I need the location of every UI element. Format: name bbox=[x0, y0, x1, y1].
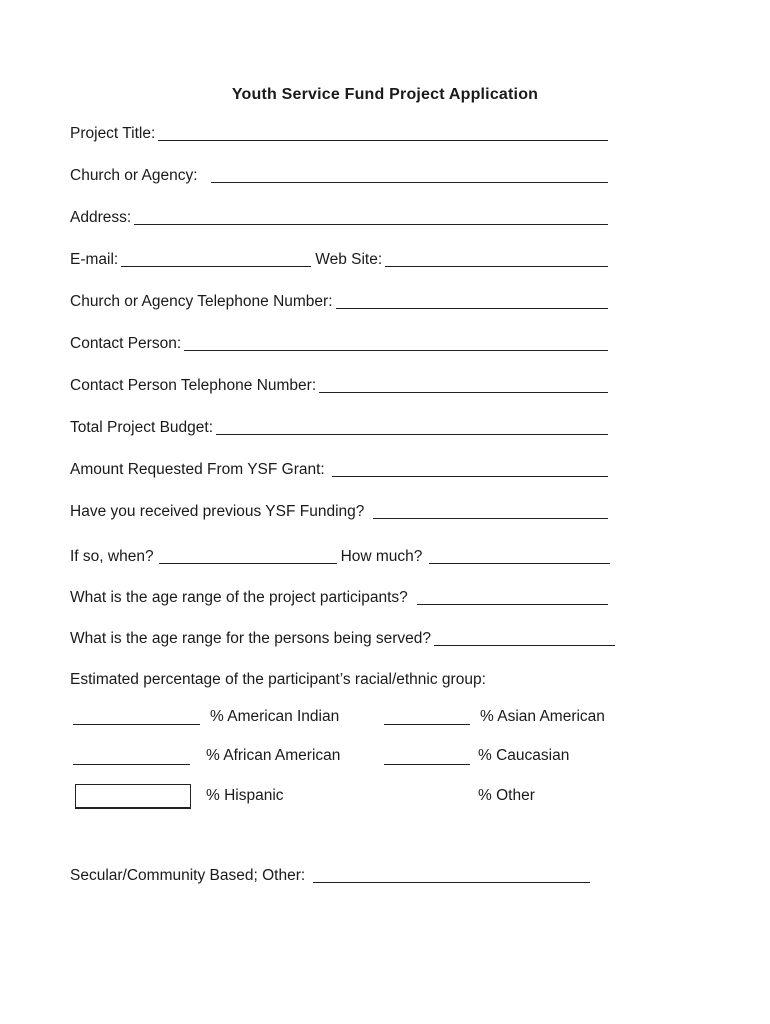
agency-phone-label: Church or Agency Telephone Number: bbox=[70, 293, 333, 310]
african-american-field[interactable] bbox=[73, 748, 190, 765]
address-field[interactable] bbox=[134, 209, 608, 225]
church-agency-label: Church or Agency: bbox=[70, 167, 198, 184]
age-served-row bbox=[70, 627, 608, 649]
web-site-label: Web Site: bbox=[315, 251, 383, 268]
if-so-when-label: If so, when? bbox=[70, 548, 154, 565]
african-american-label: % African American bbox=[206, 747, 341, 764]
caucasian-field[interactable] bbox=[384, 748, 470, 765]
project-title-row bbox=[70, 122, 608, 144]
contact-phone-label: Contact Person Telephone Number: bbox=[70, 377, 317, 394]
church-agency-field[interactable] bbox=[211, 167, 608, 183]
previous-funding-row bbox=[70, 500, 608, 522]
asian-american-label: % Asian American bbox=[480, 708, 605, 725]
agency-phone-field[interactable] bbox=[336, 293, 608, 309]
american-indian-label: % American Indian bbox=[210, 708, 340, 725]
contact-phone-row bbox=[70, 374, 608, 396]
agency-phone-row bbox=[70, 290, 608, 312]
previous-funding-label: Have you received previous YSF Funding? bbox=[70, 503, 365, 520]
total-budget-label: Total Project Budget: bbox=[70, 419, 214, 436]
contact-phone-field[interactable] bbox=[319, 377, 608, 393]
address-label: Address: bbox=[70, 209, 132, 226]
caucasian-label: % Caucasian bbox=[478, 747, 570, 764]
contact-person-label: Contact Person: bbox=[70, 335, 182, 352]
amount-requested-field[interactable] bbox=[332, 461, 608, 477]
age-participants-field[interactable] bbox=[417, 589, 608, 605]
age-served-label: What is the age range for the persons being served? bbox=[70, 630, 432, 647]
age-participants-label: What is the age range of the project participants? bbox=[70, 589, 408, 606]
previous-funding-field[interactable] bbox=[373, 503, 608, 519]
contact-person-row bbox=[70, 332, 608, 354]
form-title: Youth Service Fund Project Application bbox=[231, 86, 539, 103]
address-row bbox=[70, 206, 608, 228]
other-label: % Other bbox=[478, 787, 535, 804]
hispanic-label: % Hispanic bbox=[206, 787, 284, 804]
total-budget-field[interactable] bbox=[216, 419, 608, 435]
hispanic-field[interactable] bbox=[75, 784, 191, 809]
asian-american-field[interactable] bbox=[384, 708, 470, 725]
how-much-label: How much? bbox=[340, 548, 423, 565]
age-participants-row bbox=[70, 586, 608, 608]
secular-other-label: Secular/Community Based; Other: bbox=[70, 867, 306, 884]
church-agency-row bbox=[70, 164, 608, 186]
web-site-field[interactable] bbox=[385, 251, 608, 267]
amount-requested-row bbox=[70, 458, 608, 480]
total-budget-row bbox=[70, 416, 608, 438]
ethnic-heading-row bbox=[70, 668, 608, 690]
project-title-label: Project Title: bbox=[70, 125, 156, 142]
email-field[interactable] bbox=[121, 251, 311, 267]
how-much-field[interactable] bbox=[429, 548, 610, 564]
project-title-field[interactable] bbox=[158, 125, 608, 141]
email-web-row bbox=[70, 248, 608, 270]
american-indian-field[interactable] bbox=[73, 708, 200, 725]
secular-other-field[interactable] bbox=[313, 867, 590, 883]
contact-person-field[interactable] bbox=[184, 335, 608, 351]
secular-other-row bbox=[70, 864, 590, 886]
when-how-much-row bbox=[70, 545, 608, 567]
if-so-when-field[interactable] bbox=[159, 548, 337, 564]
email-label: E-mail: bbox=[70, 251, 119, 268]
ethnic-heading: Estimated percentage of the participant’s racial/ethnic group: bbox=[70, 671, 486, 688]
amount-requested-label: Amount Requested From YSF Grant: bbox=[70, 461, 325, 478]
age-served-field[interactable] bbox=[434, 630, 615, 646]
